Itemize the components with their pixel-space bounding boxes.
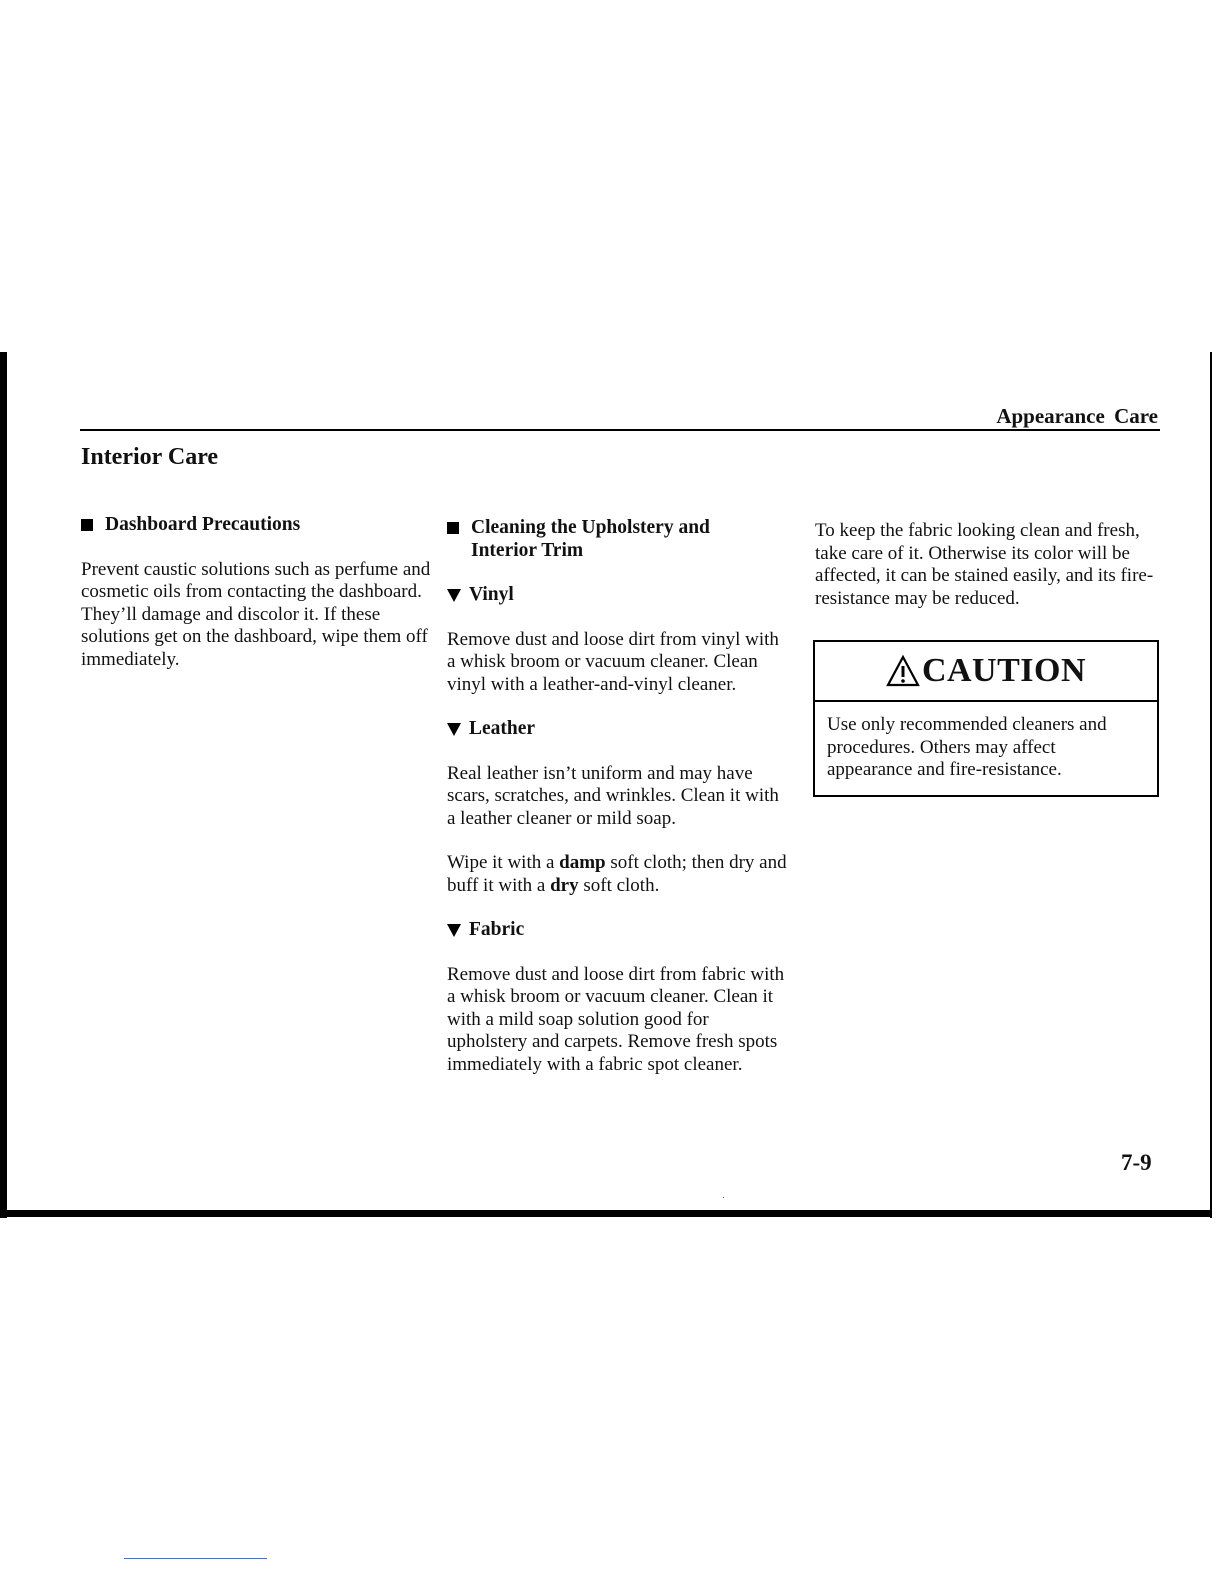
leather-text-1: Real leather isn’t uniform and may have scars, scratches, and wrinkles. Clean it with a leather cleaner or mild soap. xyxy=(447,762,779,829)
dashboard-heading xyxy=(81,514,431,537)
square-bullet-icon xyxy=(81,519,93,531)
scan-dot xyxy=(723,1197,724,1198)
column-upholstery xyxy=(447,517,792,1076)
leather-text-2-bold-dry: dry xyxy=(550,874,579,896)
page-title: Interior Care xyxy=(81,444,219,470)
leather-heading xyxy=(447,718,792,741)
section-header: Appearance Care xyxy=(996,404,1158,428)
triangle-down-icon xyxy=(447,723,461,736)
leather-text-2-bold-damp: damp xyxy=(559,852,606,873)
caution-box xyxy=(813,640,1159,797)
dashboard-heading-text: Dashboard Precautions xyxy=(105,514,301,535)
fabric-care-text: To keep the fabric looking clean and fresh, take care of it. Otherwise its color will be affected, it can be stained easily, and its fire-resistance may be reduced. xyxy=(815,520,1154,609)
vinyl-heading xyxy=(447,584,792,607)
warning-triangle-icon xyxy=(886,655,920,687)
header-rule xyxy=(80,429,1160,431)
caution-title-row xyxy=(815,642,1157,702)
leather-text-2-part3: soft cloth. xyxy=(578,874,660,896)
fabric-heading-text: Fabric xyxy=(469,919,525,940)
caution-text: Use only recommended cleaners and procedures. Others may affect appearance and fire-resistance. xyxy=(827,714,1107,780)
upholstery-heading-line1: Cleaning the Upholstery and xyxy=(471,517,710,538)
vinyl-text: Remove dust and loose dirt from vinyl with a whisk broom or vacuum cleaner. Clean vinyl with a leather-and-vinyl cleaner. xyxy=(447,628,779,695)
triangle-down-icon xyxy=(447,589,461,602)
fabric-text: Remove dust and loose dirt from fabric with a whisk broom or vacuum cleaner. Clean it with a mild soap solution good for upholstery and carpets. Remove fresh spots immediately with a fabric spot cleaner. xyxy=(447,963,785,1075)
upholstery-heading-text xyxy=(471,517,710,562)
column-dashboard xyxy=(81,514,431,671)
leather-text-2 xyxy=(447,852,792,897)
bottom-link-line xyxy=(124,1558,267,1559)
leather-heading-text: Leather xyxy=(469,718,536,739)
page-frame-bottom xyxy=(0,1210,1212,1217)
page-frame-right xyxy=(1210,352,1212,1218)
column-fabric-care xyxy=(815,520,1160,610)
leather-text-2-part2: soft cloth; then dry and buff it with a xyxy=(447,852,787,896)
vinyl-heading-text: Vinyl xyxy=(469,584,514,605)
page-number: 7-9 xyxy=(1121,1150,1152,1175)
dashboard-text: Prevent caustic solutions such as perfume and cosmetic oils from contacting the dashboard. They’ll damage and discolor it. If these solutions get on the dashboard, wipe them off immediately. xyxy=(81,558,431,670)
upholstery-heading-line2: Interior Trim xyxy=(471,539,584,561)
leather-text-2-part1: Wipe it with a xyxy=(447,852,560,873)
caution-title: CAUTION xyxy=(921,652,1087,689)
square-bullet-icon xyxy=(447,522,459,534)
page-frame-left xyxy=(0,352,7,1218)
fabric-heading xyxy=(447,919,792,942)
upholstery-heading xyxy=(447,517,792,562)
triangle-down-icon xyxy=(447,924,461,937)
